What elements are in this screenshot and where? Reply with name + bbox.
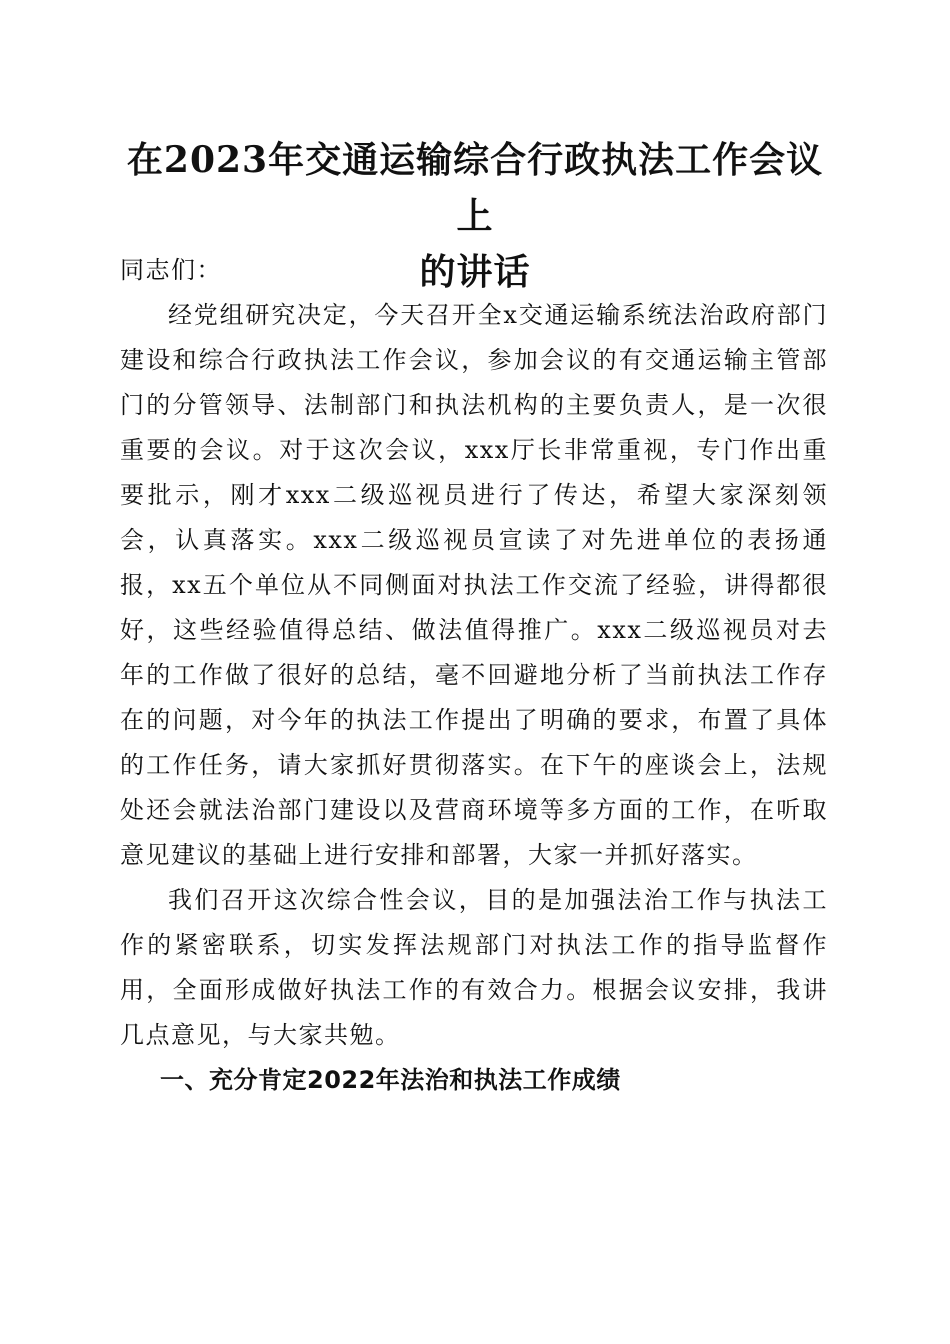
paragraph-2: 我们召开这次综合性会议，目的是加强法治工作与执法工作的紧密联系，切实发挥法规部门对执法工作的指导监督作用，全面形成做好执法工作的有效合力。根据会议安排，我讲几点意见，与大家共勉。 (120, 886, 828, 1049)
title-line-2: 的讲话 (419, 251, 531, 293)
salutation: 同志们： (120, 256, 222, 284)
title-line-1: 在2023年交通运输综合行政执法工作会议上 (126, 139, 824, 237)
document-body (120, 248, 828, 1103)
paragraph-1: 经党组研究决定，今天召开全x交通运输系统法治政府部门建设和综合行政执法工作会议，参加会议的有交通运输主管部门的分管领导、法制部门和执法机构的主要负责人，是一次很重要的会议。对于这次会议，xxx厅长非常重视，专门作出重要批示，刚才xxx二级巡视员进行了传达，希望大家深刻领会，认真落实。xxx二级巡视员宣读了对先进单位的表扬通报，xx五个单位从不同侧面对执法工作交流了经验，讲得都很好，这些经验值得总结、做法值得推广。xxx二级巡视员对去年的工作做了很好的总结，毫不回避地分析了当前执法工作存在的问题，对今年的执法工作提出了明确的要求，布置了具体的工作任务，请大家抓好贯彻落实。在下午的座谈会上，法规处还会就法治部门建设以及营商环境等多方面的工作，在听取意见建议的基础上进行安排和部署，大家一并抓好落实。 (120, 301, 828, 869)
section-heading-1: 一、充分肯定2022年法治和执法工作成绩 (160, 1066, 621, 1094)
